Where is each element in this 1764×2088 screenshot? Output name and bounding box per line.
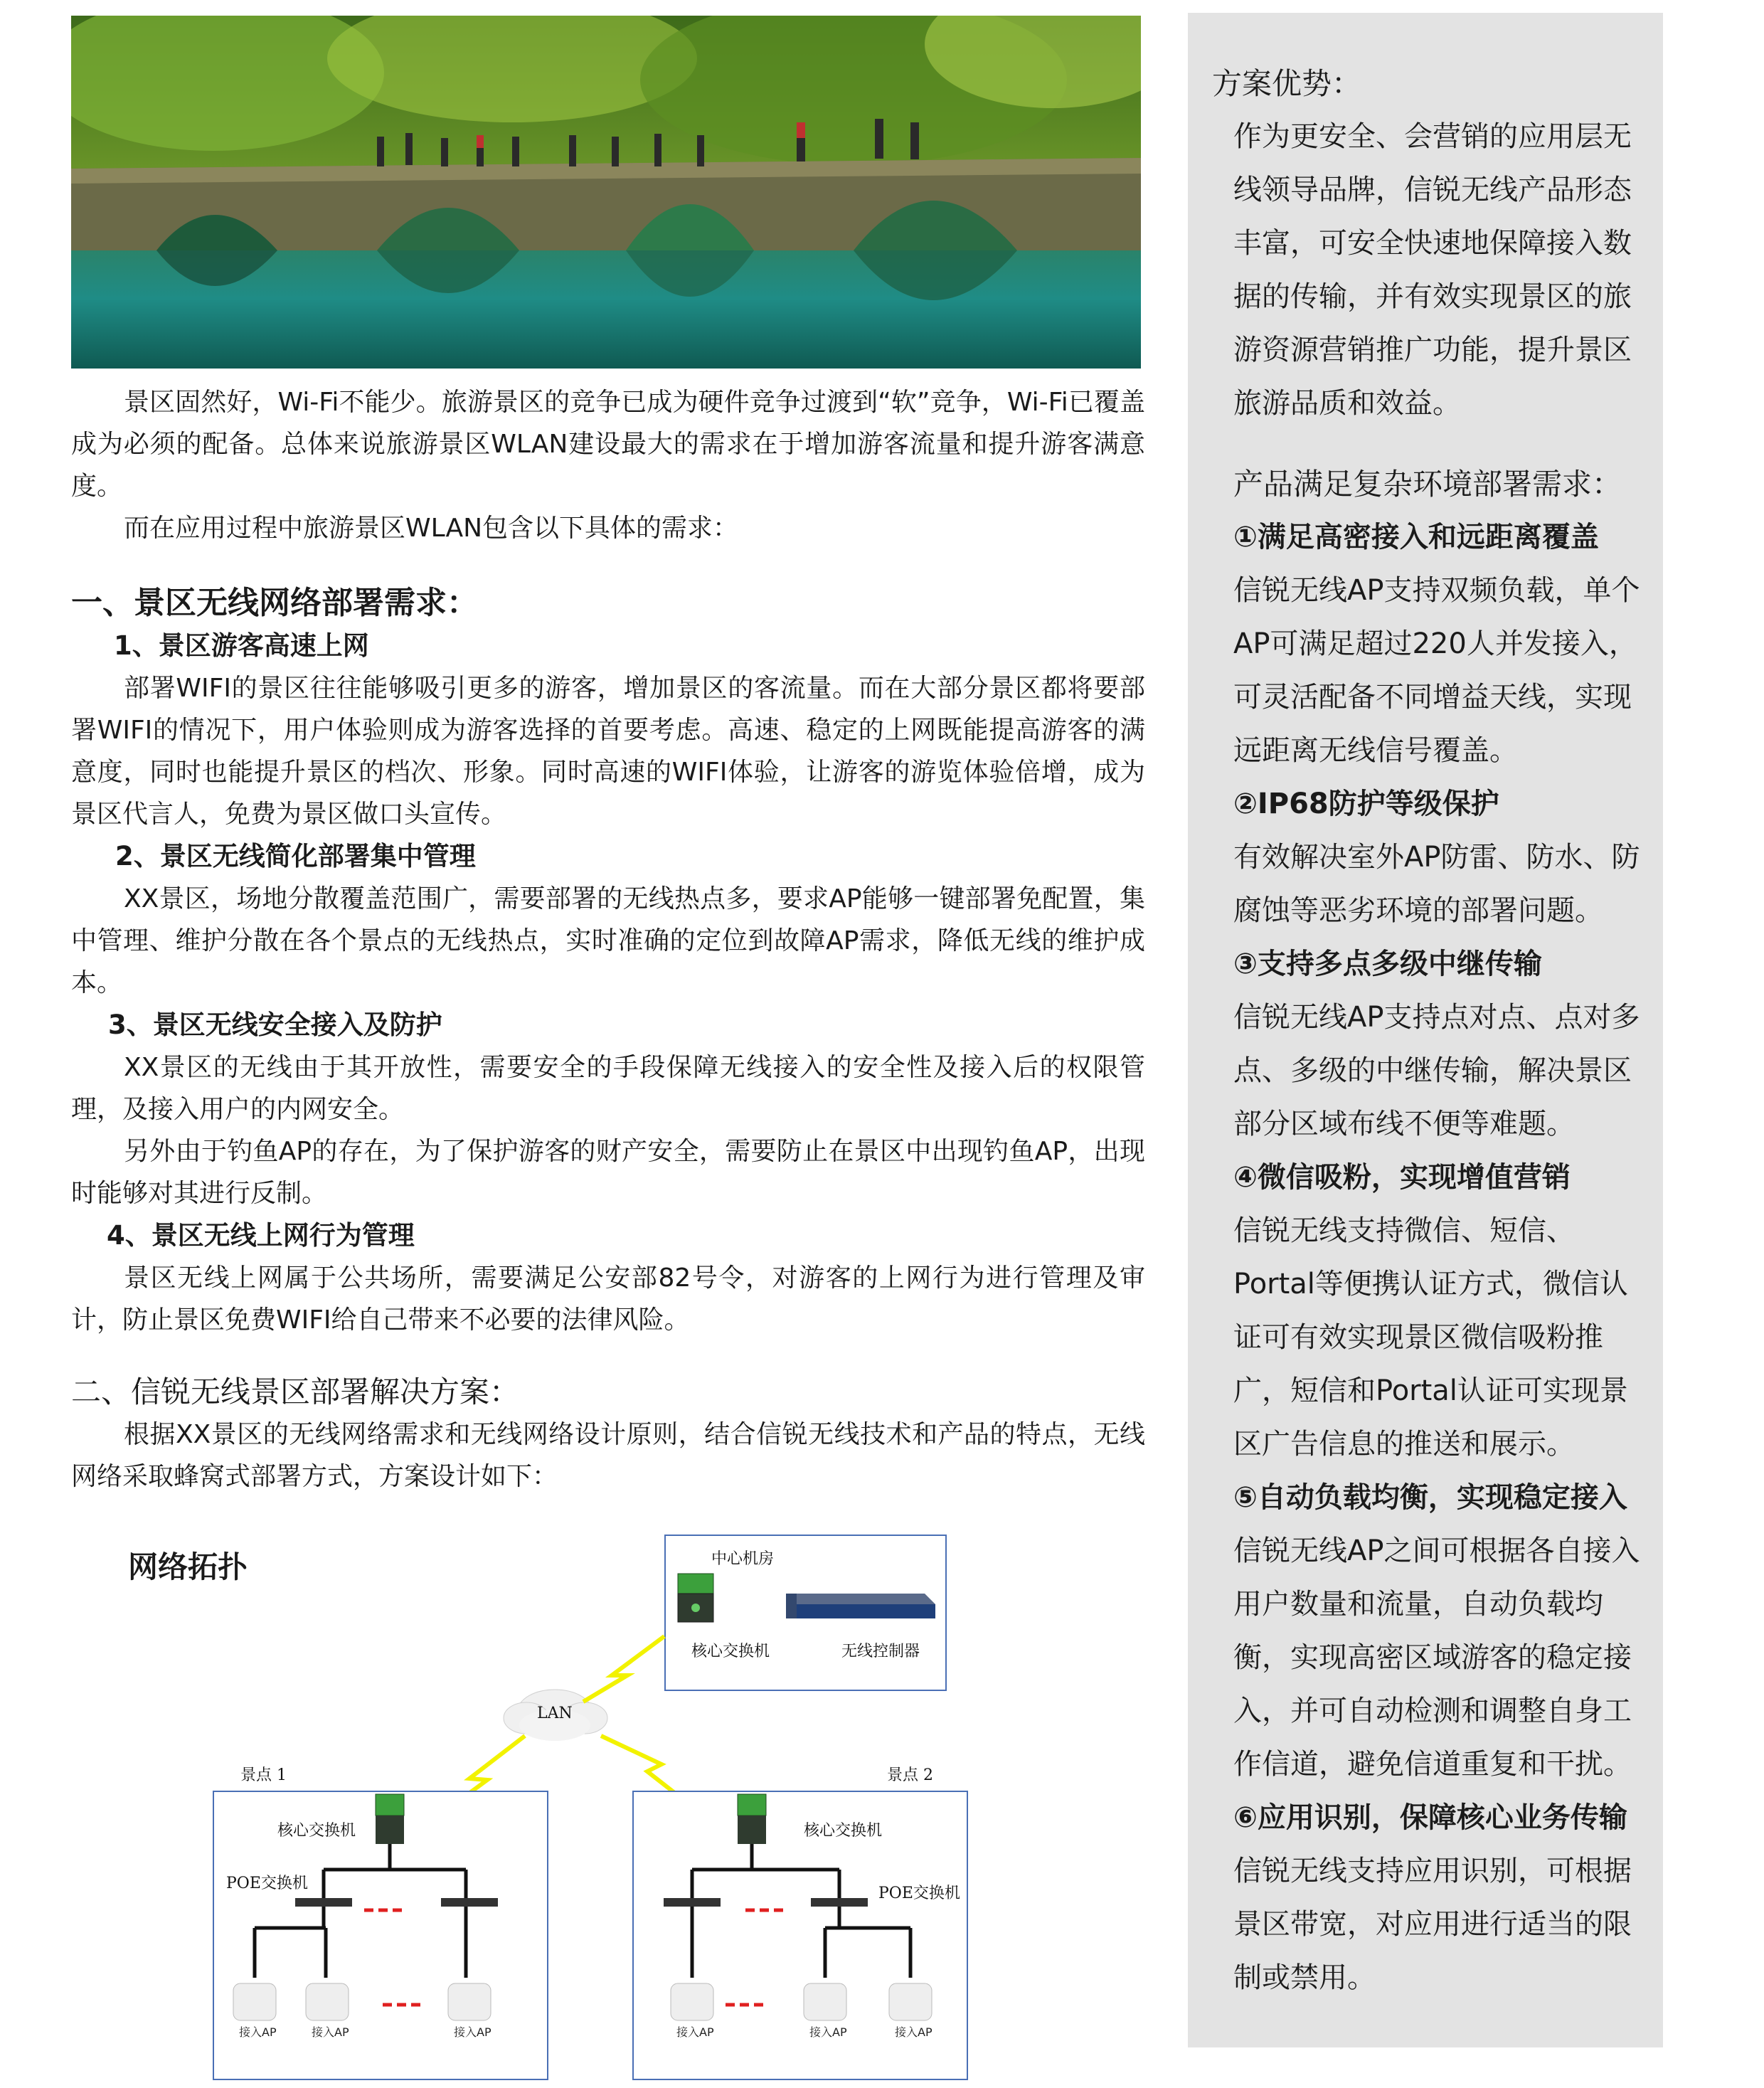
advantage-heading-2: ②IP68防护等级保护 bbox=[1233, 788, 1499, 820]
site1-poe-label: POE交换机 bbox=[226, 1875, 308, 1892]
solution-paragraph: 根据XX景区的无线网络需求和无线网络设计原则，结合信锐无线技术和产品的特点，无线网络采取蜂窝式部署方式，方案设计如下： bbox=[71, 1420, 1145, 1491]
site1-label: 景点 1 bbox=[240, 1766, 287, 1784]
advantage-heading-3: ③支持多点多级中继传输 bbox=[1233, 948, 1542, 980]
advantage-text-2: 有效解决室外AP防雷、防水、防腐蚀等恶劣环境的部署问题。 bbox=[1233, 841, 1640, 927]
site2-label: 景点 2 bbox=[887, 1766, 933, 1784]
requirement-heading-4: 4、景区无线上网行为管理 bbox=[107, 1220, 415, 1251]
intro-paragraph-2: 而在应用过程中旅游景区WLAN包含以下具体的需求： bbox=[124, 514, 739, 543]
site2-poe-switch-icon bbox=[811, 1898, 868, 1907]
advantages-content bbox=[1212, 57, 1646, 2005]
requirement-heading-3: 3、景区无线安全接入及防护 bbox=[108, 1009, 442, 1040]
center-room-label: 中心机房 bbox=[711, 1550, 775, 1568]
advantage-heading-1: ①满足高密接入和远距离覆盖 bbox=[1233, 521, 1599, 553]
advantage-text-1: 信锐无线AP支持双频负载，单个AP可满足超过220人并发接入，可灵活配备不同增益天线，实现远距离无线信号覆盖。 bbox=[1233, 574, 1640, 767]
ap-label: 接入AP bbox=[312, 2025, 349, 2039]
section2-title: 二、信锐无线景区部署解决方案： bbox=[71, 1374, 520, 1409]
advantage-text-3: 信锐无线AP支持点对点、点对多点、多级的中继传输，解决景区部分区域布线不便等难题。 bbox=[1233, 1001, 1640, 1140]
ap-label: 接入AP bbox=[239, 2025, 277, 2039]
advantage-text-6: 信锐无线支持应用识别，可根据景区带宽，对应用进行适当的限制或禁用。 bbox=[1233, 1855, 1632, 1994]
site1-core-switch-label: 核心交换机 bbox=[277, 1822, 356, 1840]
ap-label: 接入AP bbox=[454, 2025, 492, 2039]
site1-poe-switch-icon bbox=[295, 1898, 352, 1907]
wireless-controller-label: 无线控制器 bbox=[841, 1643, 920, 1660]
intro-paragraph: 景区固然好，Wi-Fi不能少。旅游景区的竞争已成为硬件竞争过渡到“软”竞争，Wi-Fi已覆盖成为必须的配备。总体来说旅游景区WLAN建设最大的需求在于增加游客流量和提升游客满意度。 bbox=[71, 388, 1145, 501]
advantage-heading-4: ④微信吸粉，实现增值营销 bbox=[1233, 1161, 1571, 1194]
site2-core-switch-label: 核心交换机 bbox=[804, 1822, 883, 1840]
site2-poe-label: POE交换机 bbox=[878, 1885, 960, 1902]
wireless-controller-icon bbox=[786, 1594, 935, 1618]
site2-poe-switch-icon bbox=[664, 1898, 721, 1907]
advantage-text-5: 信锐无线AP之间可根据各自接入用户数量和流量，自动负载均衡，实现高密区域游客的稳定接入，并可自动检测和调整自身工作信道，避免信道重复和干扰。 bbox=[1233, 1535, 1640, 1781]
requirement-heading-2: 2、景区无线简化部署集中管理 bbox=[115, 841, 476, 871]
site1-core-switch-icon bbox=[376, 1794, 404, 1844]
lan-label: LAN bbox=[537, 1705, 573, 1722]
scenic-bridge-photo bbox=[71, 16, 1141, 369]
link-center-lan bbox=[583, 1636, 664, 1702]
advantage-heading-6: ⑥应用识别，保障核心业务传输 bbox=[1233, 1801, 1627, 1834]
advantages-title: 方案优势： bbox=[1212, 66, 1362, 101]
advantage-heading-5: ⑤自动负载均衡，实现稳定接入 bbox=[1233, 1481, 1627, 1514]
ap-label: 接入AP bbox=[809, 2025, 847, 2039]
requirement-text-3: XX景区的无线由于其开放性，需要安全的手段保障无线接入的安全性及接入后的权限管理，及接入用户的内网安全。 bbox=[71, 1053, 1145, 1124]
site1-poe-switch-icon bbox=[441, 1898, 498, 1907]
requirement-text-4: 景区无线上网属于公共场所，需要满足公安部82号令，对游客的上网行为进行管理及审计，防止景区免费WIFI给自己带来不必要的法律风险。 bbox=[71, 1263, 1145, 1335]
requirement-text-2: XX景区，场地分散覆盖范围广，需要部署的无线热点多，要求AP能够一键部署免配置，集中管理、维护分散在各个景点的无线热点，实时准确的定位到故障AP需求，降低无线的维护成本。 bbox=[71, 884, 1145, 997]
requirement-text-3b: 另外由于钓鱼AP的存在，为了保护游客的财产安全，需要防止在景区中出现钓鱼AP，出现时能够对其进行反制。 bbox=[71, 1137, 1145, 1208]
ap-label: 接入AP bbox=[676, 2025, 714, 2039]
advantages-body: 作为更安全、会营销的应用层无线领导品牌，信锐无线产品形态丰富，可安全快速地保障接入数据的传输，并有效实现景区的旅游资源营销推广功能，提升景区旅游品质和效益。 bbox=[1233, 120, 1632, 420]
advantage-text-4: 信锐无线支持微信、短信、Portal等便携认证方式，微信认证可有效实现景区微信吸粉推广，短信和Portal认证可实现景区广告信息的推送和展示。 bbox=[1233, 1214, 1628, 1461]
section1-title: 一、景区无线网络部署需求： bbox=[71, 585, 478, 621]
advantages-subtitle: 产品满足复杂环境部署需求： bbox=[1233, 467, 1622, 502]
requirement-heading-1: 1、景区游客高速上网 bbox=[114, 630, 369, 661]
ap-label: 接入AP bbox=[895, 2025, 933, 2039]
core-switch-label: 核心交换机 bbox=[691, 1643, 770, 1660]
requirement-text-1: 部署WIFI的景区往往能够吸引更多的游客，增加景区的客流量。而在大部分景区都将要部署WIFI的情况下，用户体验则成为游客选择的首要考虑。高速、稳定的上网既能提高游客的满意度，同时也能提升景区的档次、形象。同时高速的WIFI体验，让游客的游览体验倍增，成为景区代言人，免费为景区做口头宣传。 bbox=[71, 674, 1145, 829]
topology-title: 网络拓扑 bbox=[128, 1549, 248, 1584]
site2-core-switch-icon bbox=[738, 1794, 766, 1844]
core-switch-icon bbox=[678, 1574, 713, 1622]
main-content bbox=[71, 381, 1145, 1498]
network-topology-diagram bbox=[71, 1522, 982, 2084]
